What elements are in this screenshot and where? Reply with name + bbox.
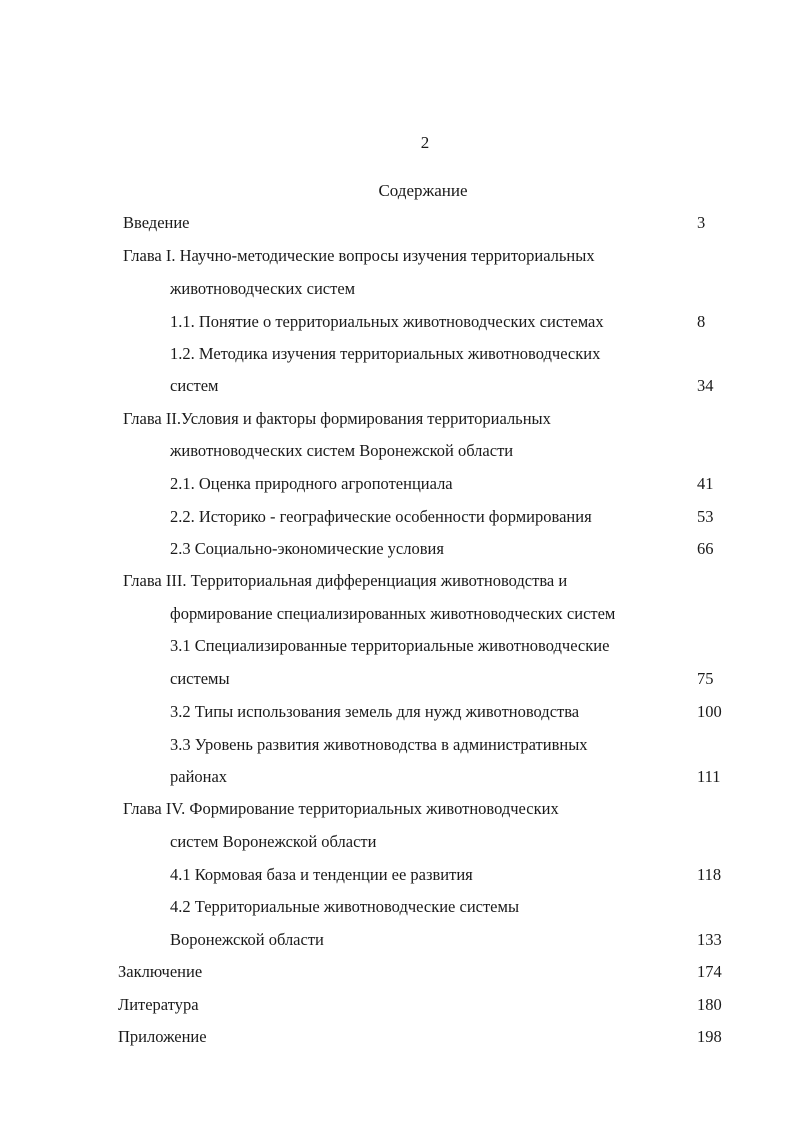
toc-entry-text: Приложение: [118, 1027, 207, 1046]
toc-entry-text: Воронежской области: [170, 930, 324, 949]
toc-entry-text: животноводческих систем Воронежской области: [170, 441, 514, 460]
toc-entry-text: Глава III. Территориальная дифференциация животноводства и: [123, 571, 568, 590]
toc-entry-page: 3: [697, 213, 706, 232]
toc-entry-page: 66: [697, 539, 714, 558]
toc-entry-page: 8: [697, 312, 706, 331]
toc-entry-page: 100: [697, 702, 722, 721]
toc-entry-page: 111: [697, 767, 721, 786]
toc-entry-page: 180: [697, 995, 722, 1014]
toc-entry-text: 4.2 Территориальные животноводческие системы: [170, 897, 520, 916]
toc-entry-text: систем: [170, 376, 219, 395]
toc-entry-page: 174: [697, 962, 722, 981]
toc-entry-page: 75: [697, 669, 714, 688]
toc-entry-text: Глава II.Условия и факторы формирования территориальных: [123, 409, 551, 428]
page-number: 2: [420, 133, 430, 152]
toc-entry-text: 3.2 Типы использования земель для нужд животноводства: [170, 702, 580, 721]
toc-entry-text: систем Воронежской области: [170, 832, 377, 851]
toc-entry-text: районах: [170, 767, 228, 786]
toc-entry-text: Литература: [118, 995, 199, 1014]
toc-entry-text: животноводческих систем: [170, 279, 356, 298]
toc-entry-text: Глава I. Научно-методические вопросы изучения территориальных: [123, 246, 595, 265]
toc-entry-text: 1.1. Понятие о территориальных животноводческих системах: [170, 312, 604, 331]
toc-entry-text: 3.3 Уровень развития животноводства в административных: [170, 735, 588, 754]
toc-entry-text: 2.2. Историко - географические особенности формирования: [170, 507, 592, 526]
toc-entry-text: 3.1 Специализированные территориальные животноводческие: [170, 636, 610, 655]
toc-entry-text: 1.2. Методика изучения территориальных животноводческих: [170, 344, 601, 363]
toc-entry-page: 133: [697, 930, 722, 949]
toc-entry-text: Глава IV. Формирование территориальных животноводческих: [123, 799, 559, 818]
toc-entry-page: 118: [697, 865, 722, 884]
toc-entry-page: 41: [697, 474, 714, 493]
toc-entry-page: 198: [697, 1027, 722, 1046]
toc-entry-text: 2.3 Социально-экономические условия: [170, 539, 444, 558]
toc-entry-page: 53: [697, 507, 714, 526]
toc-entry-text: Заключение: [118, 962, 203, 981]
toc-entry-text: системы: [170, 669, 230, 688]
toc-entry-text: 4.1 Кормовая база и тенденции ее развития: [170, 865, 473, 884]
toc-entry-text: формирование специализированных животноводческих систем: [170, 604, 616, 623]
toc-entry-text: Введение: [123, 213, 190, 232]
toc-entry-page: 34: [697, 376, 714, 395]
toc-entry-text: 2.1. Оценка природного агропотенциала: [170, 474, 453, 493]
toc-title: Содержание: [378, 181, 468, 200]
